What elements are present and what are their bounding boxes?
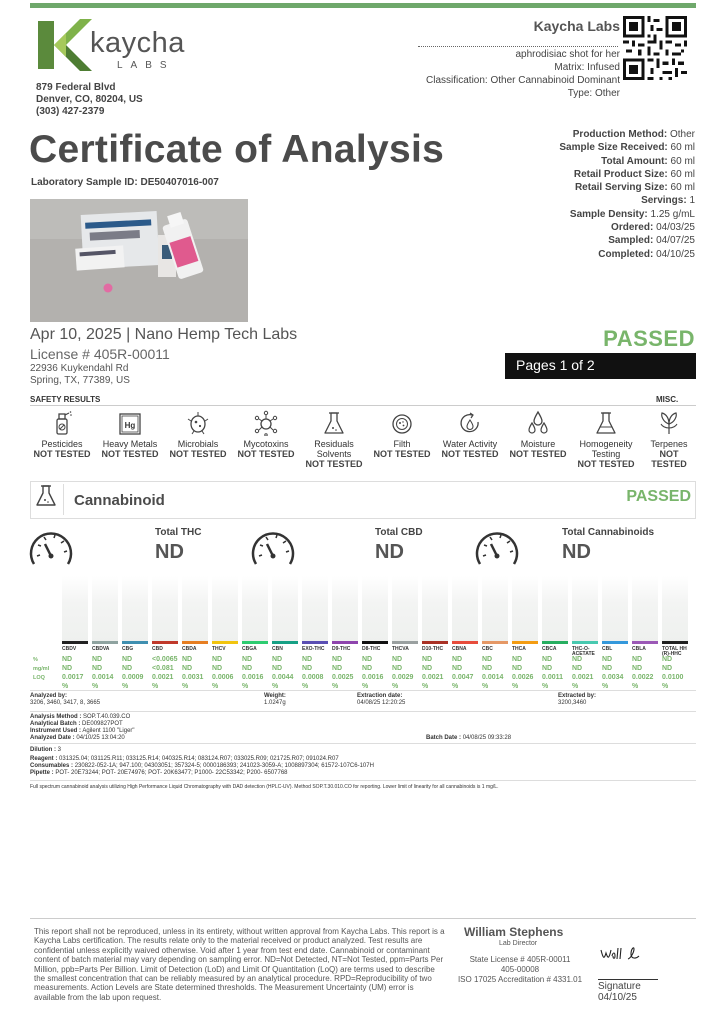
analyte-name: D10-THC — [422, 646, 444, 652]
total-thc-label: Total THC — [155, 527, 202, 538]
safety-item-moisture: Moisture NOT TESTED — [505, 410, 571, 459]
analyte-color-swatch — [92, 641, 118, 644]
analyte-bar — [362, 576, 388, 644]
analyte-value: % — [452, 683, 459, 690]
moisture-drops-icon — [526, 410, 550, 436]
analyte-value: ND — [572, 665, 583, 672]
analyte-name: THC-O-ACETATE — [572, 646, 595, 657]
safety-item-water-activity: Water Activity NOT TESTED — [437, 410, 503, 459]
analyte-value: 0.0017 — [62, 674, 84, 681]
analyte-value: ND — [362, 656, 373, 663]
sample-photo — [30, 199, 248, 322]
microbe-icon — [186, 410, 210, 436]
safety-results-title: SAFETY RESULTS — [30, 395, 101, 404]
analyte-value: ND — [332, 656, 343, 663]
sample-specs: Production Method: Other Sample Size Received: 60 ml Total Amount: 60 ml Retail Product Size: 60 ml Retail Serving Size: 60 ml Servings: 1 Sample Density: 1.25 g/mL Ordered: 04/03/25 Sampled: 04/07/25 Completed: 04/10/25 — [559, 129, 695, 260]
analyte-name: EXO-THC — [302, 646, 325, 652]
analyte-color-swatch — [512, 641, 538, 644]
pesticide-sprayer-icon — [50, 410, 74, 436]
analyte-bar — [542, 576, 568, 644]
overall-status-badge: PASSED — [603, 326, 695, 351]
analyte-value: % — [632, 683, 639, 690]
analyte-value: ND — [662, 665, 673, 672]
batch-date: Batch Date : 04/08/25 09:33:28 — [426, 735, 512, 741]
total-cannabinoids-label: Total Cannabinoids — [562, 527, 655, 538]
mycotoxin-icon — [254, 410, 278, 436]
analyte-bar — [482, 576, 508, 644]
analyte-name: TOTAL HH (R)-HHC — [662, 646, 687, 657]
analyte-bar — [182, 576, 208, 644]
analyte-value: ND — [302, 656, 313, 663]
analyte-value: ND — [512, 656, 523, 663]
analyte-value: % — [332, 683, 339, 690]
analyte-value: 0.0021 — [422, 674, 444, 681]
analyte-value: ND — [272, 665, 283, 672]
analyte-name: THCA — [512, 646, 526, 652]
analyte-value: ND — [422, 656, 433, 663]
analyte-color-swatch — [392, 641, 418, 644]
analyte-value: ND — [602, 665, 613, 672]
analyte-value: 0.0021 — [152, 674, 174, 681]
analyte-name: CBDVA — [92, 646, 110, 652]
analyte-value: % — [272, 683, 279, 690]
analyte-color-swatch — [272, 641, 298, 644]
analyte-bar — [212, 576, 238, 644]
analyte-value: 0.0025 — [332, 674, 354, 681]
analyte-color-swatch — [422, 641, 448, 644]
analyte-value: 0.0047 — [452, 674, 474, 681]
analyte-value: ND — [92, 656, 103, 663]
dilution: Dilution : 3 — [30, 747, 62, 753]
analyte-bar — [602, 576, 628, 644]
analyte-value: % — [92, 683, 99, 690]
client-license: License # 405R-00011 — [30, 346, 170, 362]
lab-licenses: State License # 405R-00011 405-00008 ISO 17025 Accreditation # 4331.01 — [457, 955, 583, 984]
analyte-value: ND — [272, 656, 283, 663]
analyte-name: CBN — [272, 646, 283, 652]
gauge-icon — [250, 526, 296, 572]
analyte-name: CBC — [482, 646, 493, 652]
analyte-value: % — [572, 683, 579, 690]
analyte-value: 0.0014 — [482, 674, 504, 681]
signature-label: Signature 04/10/25 — [598, 981, 641, 1003]
analyte-value: % — [512, 683, 519, 690]
safety-item-heavy-metals: Hg Heavy Metals NOT TESTED — [97, 410, 163, 459]
analyte-value: % — [62, 683, 69, 690]
analyte-value: ND — [242, 665, 253, 672]
analyte-value: 0.0014 — [92, 674, 114, 681]
analyte-color-swatch — [152, 641, 178, 644]
filth-magnifier-icon — [390, 410, 414, 436]
analyte-name: CBDV — [62, 646, 77, 652]
analyte-value: ND — [512, 665, 523, 672]
product-info: aphrodisiac shot for her Matrix: Infused Classification: Other Cannabinoid Dominant Type: Other — [426, 49, 620, 99]
signature-image — [598, 944, 658, 966]
analysis-method: Analysis Method : SOP.T.40.039.CO Analytical Batch : DE009827POT Instrument Used : Agilent 1100 "Liger" Analyzed Date : 04/10/25 13:04:20 — [30, 714, 135, 741]
logo-wordmark: kaycha — [90, 27, 185, 59]
analyte-name: THCVA — [392, 646, 409, 652]
analyte-bar — [122, 576, 148, 644]
analyte-value: 0.0026 — [512, 674, 534, 681]
analyte-name: D8-THC — [362, 646, 381, 652]
extraction-date: Extraction date: 04/08/25 12:20:25 — [357, 693, 406, 706]
cannabinoid-status-badge: PASSED — [626, 488, 691, 505]
safety-item-terpenes: Terpenes NOT TESTED — [641, 410, 697, 469]
svg-text:Hg: Hg — [124, 421, 136, 430]
analyte-bar — [632, 576, 658, 644]
analyte-color-swatch — [482, 641, 508, 644]
weight: Weight: 1.0247g — [264, 693, 286, 706]
heavy-metals-icon — [118, 410, 142, 436]
client-address: 22936 Kuykendahl Rd Spring, TX, 77389, US — [30, 363, 130, 386]
analyte-value: ND — [632, 665, 643, 672]
analyte-color-swatch — [212, 641, 238, 644]
analyte-value: ND — [92, 665, 103, 672]
analyte-value: % — [122, 683, 129, 690]
analyte-value: % — [182, 683, 189, 690]
analyte-value: % — [482, 683, 489, 690]
analyte-bar — [662, 576, 688, 644]
analyte-color-swatch — [122, 641, 148, 644]
lab-sample-id: Laboratory Sample ID: DE50407016-007 — [31, 177, 219, 188]
analyte-color-swatch — [362, 641, 388, 644]
analyte-name: CBDA — [182, 646, 197, 652]
lab-address: 879 Federal Blvd Denver, CO, 80204, US (303) 427-2379 — [36, 82, 143, 117]
analyte-value: ND — [332, 665, 343, 672]
analyte-value: ND — [122, 665, 133, 672]
safety-item-homogeneity: Homogeneity Testing NOT TESTED — [573, 410, 639, 469]
analyte-color-swatch — [242, 641, 268, 644]
analyte-value: 0.0034 — [602, 674, 624, 681]
analyte-value: 0.0021 — [572, 674, 594, 681]
analyte-value: ND — [242, 656, 253, 663]
analyte-value: ND — [542, 656, 553, 663]
analyte-bar — [302, 576, 328, 644]
analyte-value: 0.0008 — [302, 674, 324, 681]
misc-title: MISC. — [656, 395, 679, 404]
analyte-value: ND — [482, 656, 493, 663]
analyte-bar — [332, 576, 358, 644]
water-activity-icon — [458, 410, 482, 436]
footer-divider — [30, 918, 696, 919]
analyte-value: 0.0029 — [392, 674, 414, 681]
client-date-lab: Apr 10, 2025 | Nano Hemp Tech Labs — [30, 326, 298, 343]
total-cbd-value: ND — [375, 541, 404, 563]
analyte-color-swatch — [302, 641, 328, 644]
safety-item-microbials: Microbials NOT TESTED — [165, 410, 231, 459]
lab-director-name: William Stephens — [464, 925, 564, 939]
gauge-icon — [28, 526, 74, 572]
analyte-value: <0.0065 — [152, 656, 178, 663]
analyzed-by: Analyzed by: 3206, 3460, 3417, 8, 3665 — [30, 693, 101, 706]
row-label-percent: % — [33, 657, 38, 663]
analyte-color-swatch — [662, 641, 688, 644]
analyte-value: ND — [62, 656, 73, 663]
analyte-value: ND — [422, 665, 433, 672]
analyte-value: % — [212, 683, 219, 690]
analyte-name: CBCA — [542, 646, 557, 652]
analyte-value: % — [152, 683, 159, 690]
analyte-color-swatch — [62, 641, 88, 644]
analyte-bar — [452, 576, 478, 644]
analyte-color-swatch — [632, 641, 658, 644]
analyte-value: ND — [572, 656, 583, 663]
analyte-name: D9-THC — [332, 646, 351, 652]
analyte-name: CBNA — [452, 646, 467, 652]
analyte-bar — [62, 576, 88, 644]
analyte-bar — [512, 576, 538, 644]
safety-divider — [30, 405, 696, 406]
safety-item-mycotoxins: Mycotoxins NOT TESTED — [233, 410, 299, 459]
analyte-name: CBL — [602, 646, 613, 652]
analyte-value: 0.0009 — [122, 674, 144, 681]
analyte-value: 0.0011 — [542, 674, 564, 681]
analyte-value: 0.0031 — [182, 674, 204, 681]
analyte-value: ND — [122, 656, 133, 663]
analyte-name: CBGA — [242, 646, 257, 652]
analyte-bar — [92, 576, 118, 644]
analyte-value: % — [302, 683, 309, 690]
analyte-value: ND — [182, 656, 193, 663]
cannabinoid-flask-icon — [34, 484, 58, 508]
reagents: Reagent : 031325.04; 031125.R11; 033125.R14; 040325.R14; 083124.R07; 033025.R09; 021725.R07; 091024.R07 Consumables : 230822-052-1A; 947.100; 04303051; 357324-5; 0000186393; 241023-3059-A; 1008897304; 61572-107C6-107H Pipette : POT- 20E73244; POT- 20E74976; POT- 20K63477; P1000- 22C53342; P200- 6507768 — [30, 756, 374, 776]
homogeneity-flask-icon — [594, 410, 618, 436]
analyte-color-swatch — [602, 641, 628, 644]
terpenes-leaf-icon — [657, 410, 681, 436]
analyte-bar — [392, 576, 418, 644]
analyte-value: ND — [362, 665, 373, 672]
analyte-value: ND — [452, 665, 463, 672]
analyte-value: ND — [392, 665, 403, 672]
analyte-name: CBLA — [632, 646, 646, 652]
analyte-value: 0.0016 — [362, 674, 384, 681]
analyte-value: % — [602, 683, 609, 690]
analyte-color-swatch — [572, 641, 598, 644]
analyte-bar — [242, 576, 268, 644]
total-cannabinoids-value: ND — [562, 541, 591, 563]
analyte-color-swatch — [182, 641, 208, 644]
total-thc-value: ND — [155, 541, 184, 563]
analyte-value: ND — [632, 656, 643, 663]
analyte-name: THCV — [212, 646, 226, 652]
analyte-value: ND — [212, 665, 223, 672]
total-cbd-label: Total CBD — [375, 527, 423, 538]
analyte-name: CBG — [122, 646, 134, 652]
analyte-value: ND — [62, 665, 73, 672]
analyte-value: % — [422, 683, 429, 690]
divider — [30, 780, 696, 781]
analyte-value: % — [662, 683, 669, 690]
qr-code-icon[interactable] — [623, 16, 687, 80]
lab-director-role: Lab Director — [499, 940, 538, 947]
analyte-color-swatch — [332, 641, 358, 644]
analyte-bar — [572, 576, 598, 644]
analyte-value: <0.081 — [152, 665, 174, 672]
analyte-name: CBD — [152, 646, 163, 652]
safety-item-residual-solvents: Residuals Solvents NOT TESTED — [301, 410, 367, 469]
analyte-value: % — [542, 683, 549, 690]
safety-item-pesticides: Pesticides NOT TESTED — [29, 410, 95, 459]
flask-icon — [322, 410, 346, 436]
analyte-value: ND — [212, 656, 223, 663]
analyte-value: ND — [302, 665, 313, 672]
analyte-value: ND — [452, 656, 463, 663]
analyte-value: 0.0006 — [212, 674, 234, 681]
divider — [30, 711, 696, 712]
method-note: Full spectrum cannabinoid analysis utilizing High Performance Liquid Chromatography with DAD detection (HPLC-UV). Method SOP.T.30.010.CO for reporting. Lower limit of linearity for all cannabinoids is 1 mg/L. — [30, 784, 499, 790]
analyte-value: 0.0100 — [662, 674, 684, 681]
top-accent-bar — [30, 3, 696, 8]
row-label-mgml: mg/ml — [33, 666, 50, 672]
analyte-value: ND — [392, 656, 403, 663]
logo-subtext: LABS — [117, 60, 175, 71]
kaycha-logo-icon — [36, 17, 92, 73]
analyte-value: 0.0016 — [242, 674, 264, 681]
extracted-by: Extracted by: 3200,3460 — [558, 693, 597, 706]
analyte-bar — [272, 576, 298, 644]
safety-item-filth: Filth NOT TESTED — [369, 410, 435, 459]
analyte-value: % — [362, 683, 369, 690]
divider — [30, 690, 696, 691]
analyte-bar — [422, 576, 448, 644]
signature-line — [598, 979, 658, 980]
analyte-color-swatch — [452, 641, 478, 644]
analyte-value: ND — [182, 665, 193, 672]
row-label-loq: LOQ — [33, 675, 45, 681]
page-title: Certificate of Analysis — [29, 128, 445, 171]
disclaimer: This report shall not be reproduced, unless in its entirety, without written approval from Kaycha Labs. This report is a Kaycha Labs certification. The results relate only to the material received or product analyzed. Test results are confidential unless explicitly waived otherwise. Void after 1 year from test end date. Cannabinoid or contaminant content of batch material may vary depending on sampling error. ND=Not Detected, NT=Not Tested, ppm=Parts Per Million, ppb=Parts Per Billion. Limit of Detection (LoD) and Limit Of Quantitation (LoQ) are terms used to describe the smallest concentration that can be reliably measured by an analytical procedure. RPD=Reproducibility of two measurements. Action Levels are State determined thresholds. The Measurement Uncertainty (UM) error is available from the lab upon request. — [34, 927, 445, 1002]
header-divider — [63, 484, 64, 515]
analyte-value: % — [392, 683, 399, 690]
analyte-value: ND — [662, 656, 673, 663]
gauge-icon — [474, 526, 520, 572]
cannabinoid-title: Cannabinoid — [74, 492, 165, 509]
analyte-value: ND — [542, 665, 553, 672]
analyte-value: 0.0044 — [272, 674, 294, 681]
analyte-value: % — [242, 683, 249, 690]
analyte-value: 0.0022 — [632, 674, 654, 681]
analyte-value: ND — [482, 665, 493, 672]
analyte-value: ND — [602, 656, 613, 663]
analyte-bars — [62, 576, 698, 644]
analyte-color-swatch — [542, 641, 568, 644]
lab-name: Kaycha Labs — [533, 18, 620, 34]
divider — [30, 743, 696, 744]
page-indicator: Pages 1 of 2 — [505, 353, 696, 379]
dotted-divider — [418, 46, 618, 47]
analyte-bar — [152, 576, 178, 644]
